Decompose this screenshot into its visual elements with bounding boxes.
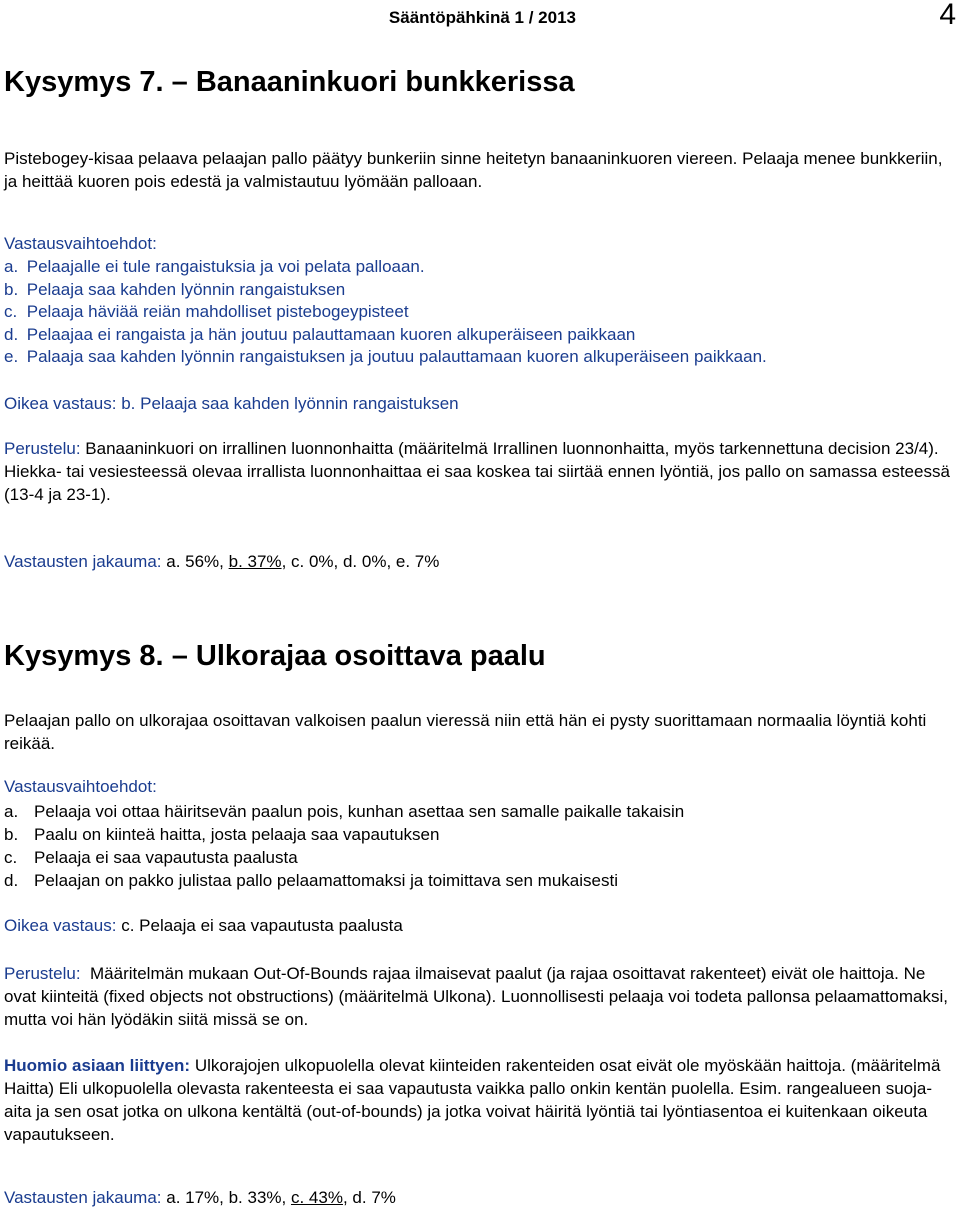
question-8-intro: Pelaajan pallo on ulkorajaa osoittavan valkoisen paalun vieressä niin että hän ei pysty suorittamaan normaalia löyntiä kohti reikää. — [4, 711, 927, 753]
option-letter: c. — [4, 848, 18, 867]
correct-text: Pelaaja ei saa vapautusta paalusta — [139, 916, 403, 935]
page-number: 4 — [939, 0, 956, 31]
option-letter: e. — [4, 347, 19, 366]
reason-label: Perustelu: — [4, 439, 81, 458]
option-text: Pelaajaa ei rangaista ja hän joutuu palauttamaan kuoren alkuperäiseen paikkaan — [26, 325, 636, 344]
correct-text: Pelaaja saa kahden lyönnin rangaistuksen — [140, 394, 459, 413]
option-letter: c. — [4, 302, 18, 321]
title-dash: – — [171, 640, 188, 672]
option-letter: d. — [4, 871, 19, 890]
question-7-intro: Pistebogey-kisaa pelaava pelaajan pallo päätyy bunkeriin sinne heitetyn banaaninkuoren viereen. Pelaaja menee bunkkeriin, ja heittää kuoren pois edestä ja valmistautuu lyömään palloaan. — [4, 149, 943, 191]
option-item — [4, 846, 956, 869]
reason-label: Perustelu: — [4, 964, 81, 983]
distribution-label: Vastausten jakauma: — [4, 552, 162, 571]
distribution-part: a. 17%, b. 33%, — [166, 1188, 291, 1207]
note-text: Ulkorajojen ulkopuolella olevat kiinteiden rakenteiden osat eivät ole myöskään haittoja. (määritelmä Haitta) Eli ulkopuolella olevasta rakenteesta ei saa vapautusta vaikka pallo onkin kentän puolella. Esim. rangealueen suoja-aita ja sen osat jotka on ulkona kentältä (out-of-bounds) ja jotka voivat häiritä lyöntiä tai lyöntiasentoa ei kuitenkaan oikeuta vapautukseen. — [4, 1056, 941, 1144]
option-text: Pelaaja ei saa vapautusta paalusta — [34, 848, 298, 867]
distribution-part: , c. 0%, d. 0%, e. 7% — [281, 552, 440, 571]
option-text: Pelaajan on pakko julistaa pallo pelaamattomaksi ja toimittava sen mukaisesti — [34, 871, 618, 890]
option-letter: b. — [4, 280, 19, 299]
option-item — [4, 800, 956, 823]
distribution-part: a. 56%, — [166, 552, 224, 571]
correct-letter: c. — [121, 916, 135, 935]
option-item — [4, 278, 956, 301]
option-text: Pelaajalle ei tule rangaistuksia ja voi pelata palloaan. — [26, 257, 425, 276]
distribution-part: , d. 7% — [342, 1188, 396, 1207]
option-letter: b. — [4, 825, 19, 844]
question-7-reason — [4, 437, 956, 506]
header-title: Sääntöpähkinä 1 / 2013 — [388, 8, 576, 27]
question-8-correct-answer — [4, 914, 956, 937]
option-item — [4, 823, 956, 846]
question-8-note — [4, 1054, 956, 1146]
question-8-number: Kysymys 8. — [4, 640, 164, 672]
distribution-label: Vastausten jakauma: — [4, 1188, 162, 1207]
option-letter: d. — [4, 325, 19, 344]
question-8-options-label: Vastausvaihtoehdot: — [4, 777, 157, 796]
option-text: Pelaaja voi ottaa häiritsevän paalun pois, kunhan asettaa sen samalle paikalle takaisin — [34, 802, 685, 821]
option-item — [4, 323, 956, 346]
question-7-correct-answer — [4, 392, 956, 415]
question-7-title: Kysymys 7. – Banaaninkuori bunkkerissa — [4, 66, 575, 98]
option-item — [4, 300, 956, 323]
option-item — [4, 255, 956, 278]
question-8-title — [4, 640, 546, 673]
question-7-options-label: Vastausvaihtoehdot: — [4, 234, 157, 253]
question-7-distribution — [4, 550, 956, 573]
correct-letter: b. — [121, 394, 136, 413]
reason-text: Määritelmän mukaan Out-Of-Bounds rajaa ilmaisevat paalut (ja rajaa osoittavat rakenteet) eivät ole haittoja. Ne ovat kiinteitä (fixed objects not obstructions) (määritelmä Ulkona). Luonnollisesti pelaaja voi todeta pallonsa pelaamattomaksi, mutta voi hän lyödäkin siitä missä se on. — [4, 964, 948, 1029]
distribution-part-correct: b. 37% — [228, 552, 282, 571]
option-text: Pelaaja saa kahden lyönnin rangaistuksen — [26, 280, 346, 299]
correct-label: Oikea vastaus: — [4, 394, 117, 413]
option-text: Paalu on kiinteä haitta, josta pelaaja saa vapautuksen — [34, 825, 440, 844]
option-text: Pelaaja häviää reiän mahdolliset pistebogeypisteet — [26, 302, 409, 321]
option-text: Palaaja saa kahden lyönnin rangaistuksen ja joutuu palauttamaan kuoren alkuperäiseen paikkaan. — [26, 347, 767, 366]
question-8-topic: Ulkorajaa osoittava paalu — [195, 640, 546, 672]
note-label: Huomio asiaan liittyen: — [4, 1056, 191, 1075]
option-item — [4, 869, 956, 892]
question-8-distribution — [4, 1186, 956, 1209]
distribution-part-correct: c. 43% — [290, 1188, 343, 1207]
reason-text: Banaaninkuori on irrallinen luonnonhaitta (määritelmä Irrallinen luonnonhaitta, myös tarkennettuna decision 23/4). Hiekka- tai vesiesteessä olevaa irrallista luonnonhaittaa ei saa koskea tai siirtää ennen lyöntiä, jos pallo on samassa esteessä (13-4 ja 23-1). — [4, 439, 950, 504]
correct-label: Oikea vastaus: — [4, 916, 117, 935]
option-item — [4, 345, 956, 368]
question-8-reason — [4, 962, 956, 1031]
option-letter: a. — [4, 802, 19, 821]
option-letter: a. — [4, 257, 19, 276]
page-header — [0, 0, 956, 34]
